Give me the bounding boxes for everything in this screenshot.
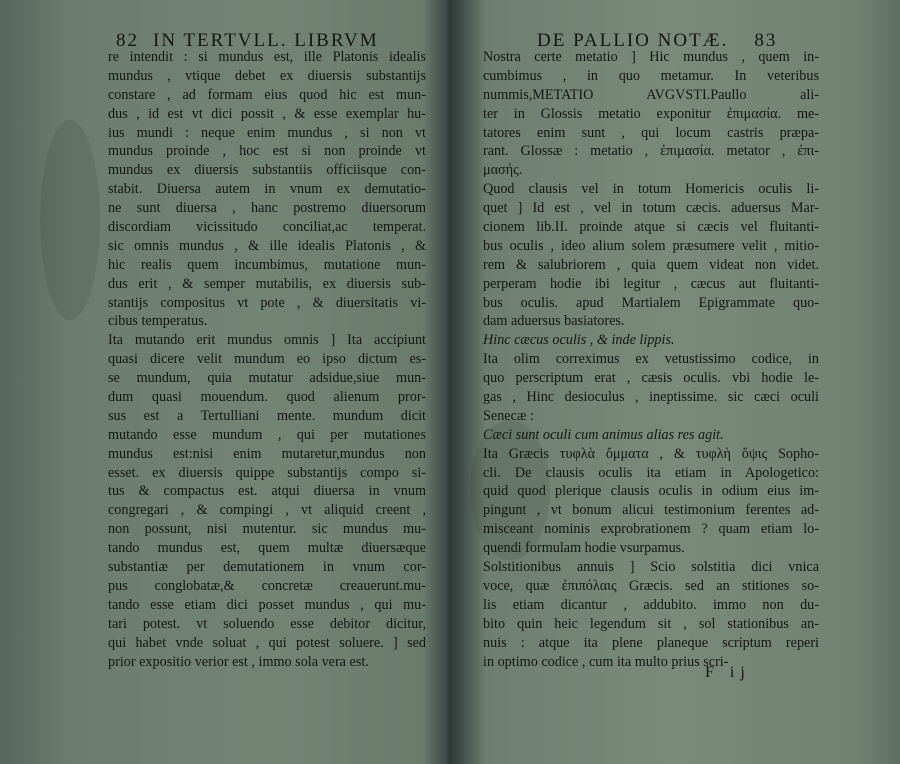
text-line: pingunt , vt bonum alicui testimonium ferentes ad- — [483, 502, 819, 519]
text-line: dam aduersus basiatores. — [483, 313, 625, 330]
right-page-text — [483, 48, 819, 671]
text-line: dum quasi mouendum. quod alienum pror- — [108, 389, 426, 406]
text-line: Cæci sunt oculi cum animus alias res agit. — [483, 426, 724, 443]
text-line: rem & salubriorem , quia quem videat non videt. — [483, 256, 819, 273]
text-line: misceant nominis exprobrationem ? quam etiam lo- — [483, 521, 819, 538]
text-line: hic realis quem incumbimus, mutatione mun- — [108, 256, 426, 273]
text-line: Ita Græcis τυφλὰ ὄμματα , & τυφλὴ ὄψις Sopho- — [483, 445, 819, 462]
text-line: voce, quæ ἐπιπόλαις Græcis. sed an stitiones so- — [483, 577, 819, 594]
text-line: Ita olim correximus ex vetustissimo codice, in — [483, 351, 819, 368]
text-line: dus , id est vt dici possit , & esse exemplar hu- — [108, 105, 426, 122]
text-line: ne sunt diuersa , hanc postremo diuersorum — [108, 200, 426, 217]
text-line: in optimo codice , cum ita multo prius scri- — [483, 653, 729, 670]
text-line: mutando esse mundum , qui per mutationes — [108, 426, 426, 443]
text-line: constare , ad formam eius quod hic est mun- — [108, 86, 426, 103]
text-line: Quod clausis vel in totum Homericis oculis li- — [483, 181, 819, 198]
text-line: discordiam vicissitudo conciliat,ac temperat. — [108, 219, 426, 236]
text-line: mundus est:nisi enim mutaretur,mundus non — [108, 445, 426, 462]
text-line: nummis,METATIO AVGVSTI.Paullo ali- — [483, 86, 819, 103]
text-line: Senecæ : — [483, 407, 534, 424]
left-page-text — [108, 48, 426, 671]
text-line: rant. Glossæ : metatio , ἐπιμασία. metator , ἐπι- — [483, 143, 819, 160]
text-line: Solstitionibus annuis ] Scio solstitia dici vnica — [483, 559, 819, 576]
text-line: mundus ex diuersis substantiis officiisque con- — [108, 162, 426, 179]
text-line: stantijs compositus vt pote , & diuersitatis vi- — [108, 294, 426, 311]
text-line: ter in Glossis metatio exponitur ἐπιμασία. me- — [483, 105, 819, 122]
text-line: Nostra certe metatio ] Hic mundus , quem in- — [483, 49, 819, 65]
text-line: gas , Hinc desioculus , ineptissime. sic cæci oculi — [483, 389, 819, 406]
text-line: re intendit : si mundus est, ille Platonis idealis — [108, 49, 426, 65]
text-line: dus erit , & semper mutabilis, ex diuersis sub- — [108, 275, 426, 292]
text-line: nuis : atque ita plene planeque scriptum reperi — [483, 634, 819, 651]
text-line: ius mundi : neque enim mundus , si non vt — [108, 124, 426, 141]
text-line: Hinc cæcus oculis , & inde lippis. — [483, 332, 675, 349]
text-line: sic omnis mundus , & ille idealis Platonis , & — [108, 237, 426, 254]
text-line: pus conglobatæ,& concretæ creauerunt.mu- — [108, 577, 426, 594]
text-line: se mundum, quia mutatur adsidue,siue mun- — [108, 370, 426, 387]
text-line: mundus , vtique debet ex diuersis substantijs — [108, 67, 426, 84]
text-line: tatores enim sunt , qui locum castris præpa- — [483, 124, 819, 141]
running-head-title-right: DE PALLIO NOTÆ. — [537, 30, 729, 51]
text-line: stabit. Diuersa autem in vnum ex demutatio- — [108, 181, 426, 198]
right-page — [455, 0, 900, 764]
text-line: congregari , & compingi , vt aliquid creent , — [108, 502, 426, 519]
text-line: bito quin heic legendum sit , sol stationibus an- — [483, 615, 819, 632]
text-line: cli. De clausis oculis ita etiam in Apologetico: — [483, 464, 819, 481]
text-line: tus & compactus est. atqui diuersa in vnum — [108, 483, 426, 500]
text-line: sus est a Tertulliani mente. mundum dicit — [108, 407, 426, 424]
text-line: mundus proinde , hoc est si non proinde vt — [108, 143, 426, 160]
text-line: tari potest. vt soluendo esse debitor dicitur, — [108, 615, 426, 632]
text-line: qui habet vnde soluat , qui potest soluere. ] sed — [108, 634, 426, 651]
text-line: tando esse etiam dici posset mundus , qui mu- — [108, 596, 426, 613]
text-line: esset. ex diuersis quippe substantijs compo si- — [108, 464, 426, 481]
signature-mark: F ij — [705, 664, 751, 681]
text-line: Ita mutando erit mundus omnis ] Ita accipiunt — [108, 332, 426, 349]
page-number-left: 82 — [116, 30, 139, 51]
page-number-right: 83 — [754, 30, 778, 51]
text-line: cibus temperatus. — [108, 313, 208, 330]
left-page — [0, 0, 445, 764]
text-line: prior expositio verior est , immo sola vera est. — [108, 653, 369, 670]
text-line: substantiæ per demutationem in vnum cor- — [108, 559, 426, 576]
text-line: μασής. — [483, 162, 523, 179]
running-head-title-left: IN TERTVLL. LIBRVM — [153, 30, 379, 51]
text-line: quo perscriptum erat , cæsis oculis. vbi hodie le- — [483, 370, 819, 387]
text-line: lis etiam dicantur , addubito. immo non du- — [483, 596, 819, 613]
text-line: tando mundus est, quem multæ diuersæque — [108, 540, 426, 557]
text-line: non possunt, nisi mutentur. sic mundus mu- — [108, 521, 426, 538]
text-line: quendi formulam hodie vsurpamus. — [483, 540, 685, 557]
text-line: perperam hodie ibi legitur , cæcus aut fluitanti- — [483, 275, 819, 292]
text-line: bus oculis. apud Martialem Epigrammate quo- — [483, 294, 819, 311]
text-line: quid quod plerique clausis oculis in odium eius im- — [483, 483, 819, 500]
text-line: quasi dicere velit mundum eo ipso dictum es- — [108, 351, 426, 368]
text-line: cumbimus , in quo metamur. In veteribus — [483, 67, 819, 84]
text-line: cionem lib.II. proinde atque si cæcis vel fluitanti- — [483, 219, 819, 236]
text-line: bus oculis , ideo alium solem præsumere velit , mitio- — [483, 237, 819, 254]
text-line: quet ] Id est , vel in totum cæcis. aduersus Mar- — [483, 200, 819, 217]
